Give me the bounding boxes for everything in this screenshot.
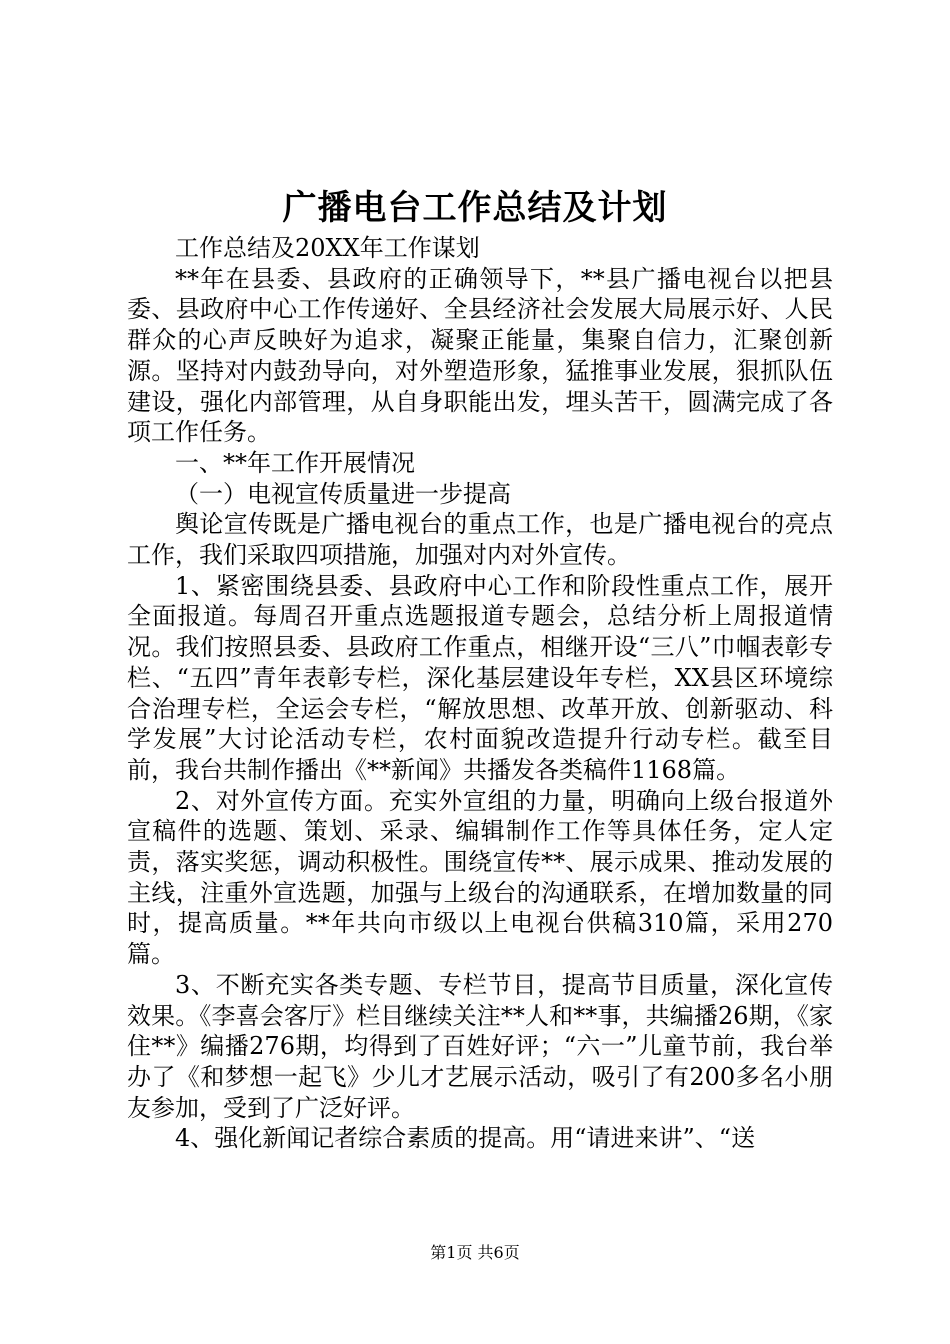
document-body xyxy=(127,233,833,1154)
paragraph-item-4: 4、强化新闻记者综合素质的提高。用“请进来讲”、“送 xyxy=(175,1124,756,1153)
section-heading: 一、**年工作开展情况 xyxy=(175,448,415,477)
subsection-heading: （一）电视宣传质量进一步提高 xyxy=(175,479,511,508)
document-title: 广播电台工作总结及计划 xyxy=(282,188,668,228)
paragraph-item-1: 1、紧密围绕县委、县政府中心工作和阶段性重点工作，展开全面报道。每周召开重点选题报道专题会，总结分析上周报道情况。我们按照县委、县政府工作重点，相继开设“三八”巾帼表彰专栏、“五四”青年表彰专栏，深化基层建设年专栏，XX县区环境综合治理专栏，全运会专栏，“解放思想、改革开放、创新驱动、科学发展”大讨论活动专栏，农村面貌改造提升行动专栏。截至目前，我台共制作播出《**新闻》共播发各类稿件1168篇。 xyxy=(127,571,833,784)
paragraph-publicity: 舆论宣传既是广播电视台的重点工作，也是广播电视台的亮点工作，我们采取四项措施，加强对内对外宣传。 xyxy=(127,510,833,570)
paragraph-subtitle: 工作总结及20XX年工作谋划 xyxy=(175,234,480,262)
page-footer: 第1页 共6页 xyxy=(430,1243,520,1262)
paragraph-item-2: 2、对外宣传方面。充实外宣组的力量，明确向上级台报道外宣稿件的选题、策划、采录、编辑制作工作等具体任务，定人定责，落实奖惩，调动积极性。围绕宣传**、展示成果、推动发展的主线，注重外宣选题，加强与上级台的沟通联系，在增加数量的同时，提高质量。**年共向市级以上电视台供稿310篇，采用270篇。 xyxy=(127,786,833,969)
paragraph-item-3: 3、不断充实各类专题、专栏节目，提高节目质量，深化宣传效果。《李喜会客厅》栏目继续关注**人和**事，共编播26期，《家住**》编播276期，均得到了百姓好评；“六一”儿童节前，我台举办了《和梦想一起飞》少儿才艺展示活动，吸引了有200多名小朋友参加，受到了广泛好评。 xyxy=(127,970,833,1122)
paragraph-intro: **年在县委、县政府的正确领导下，**县广播电视台以把县委、县政府中心工作传递好、全县经济社会发展大局展示好、人民群众的心声反映好为追求，凝聚正能量，集聚自信力，汇聚创新源。坚持对内鼓劲导向，对外塑造形象，猛推事业发展，狠抓队伍建设，强化内部管理，从自身职能出发，埋头苦干，圆满完成了各项工作任务。 xyxy=(127,264,833,447)
